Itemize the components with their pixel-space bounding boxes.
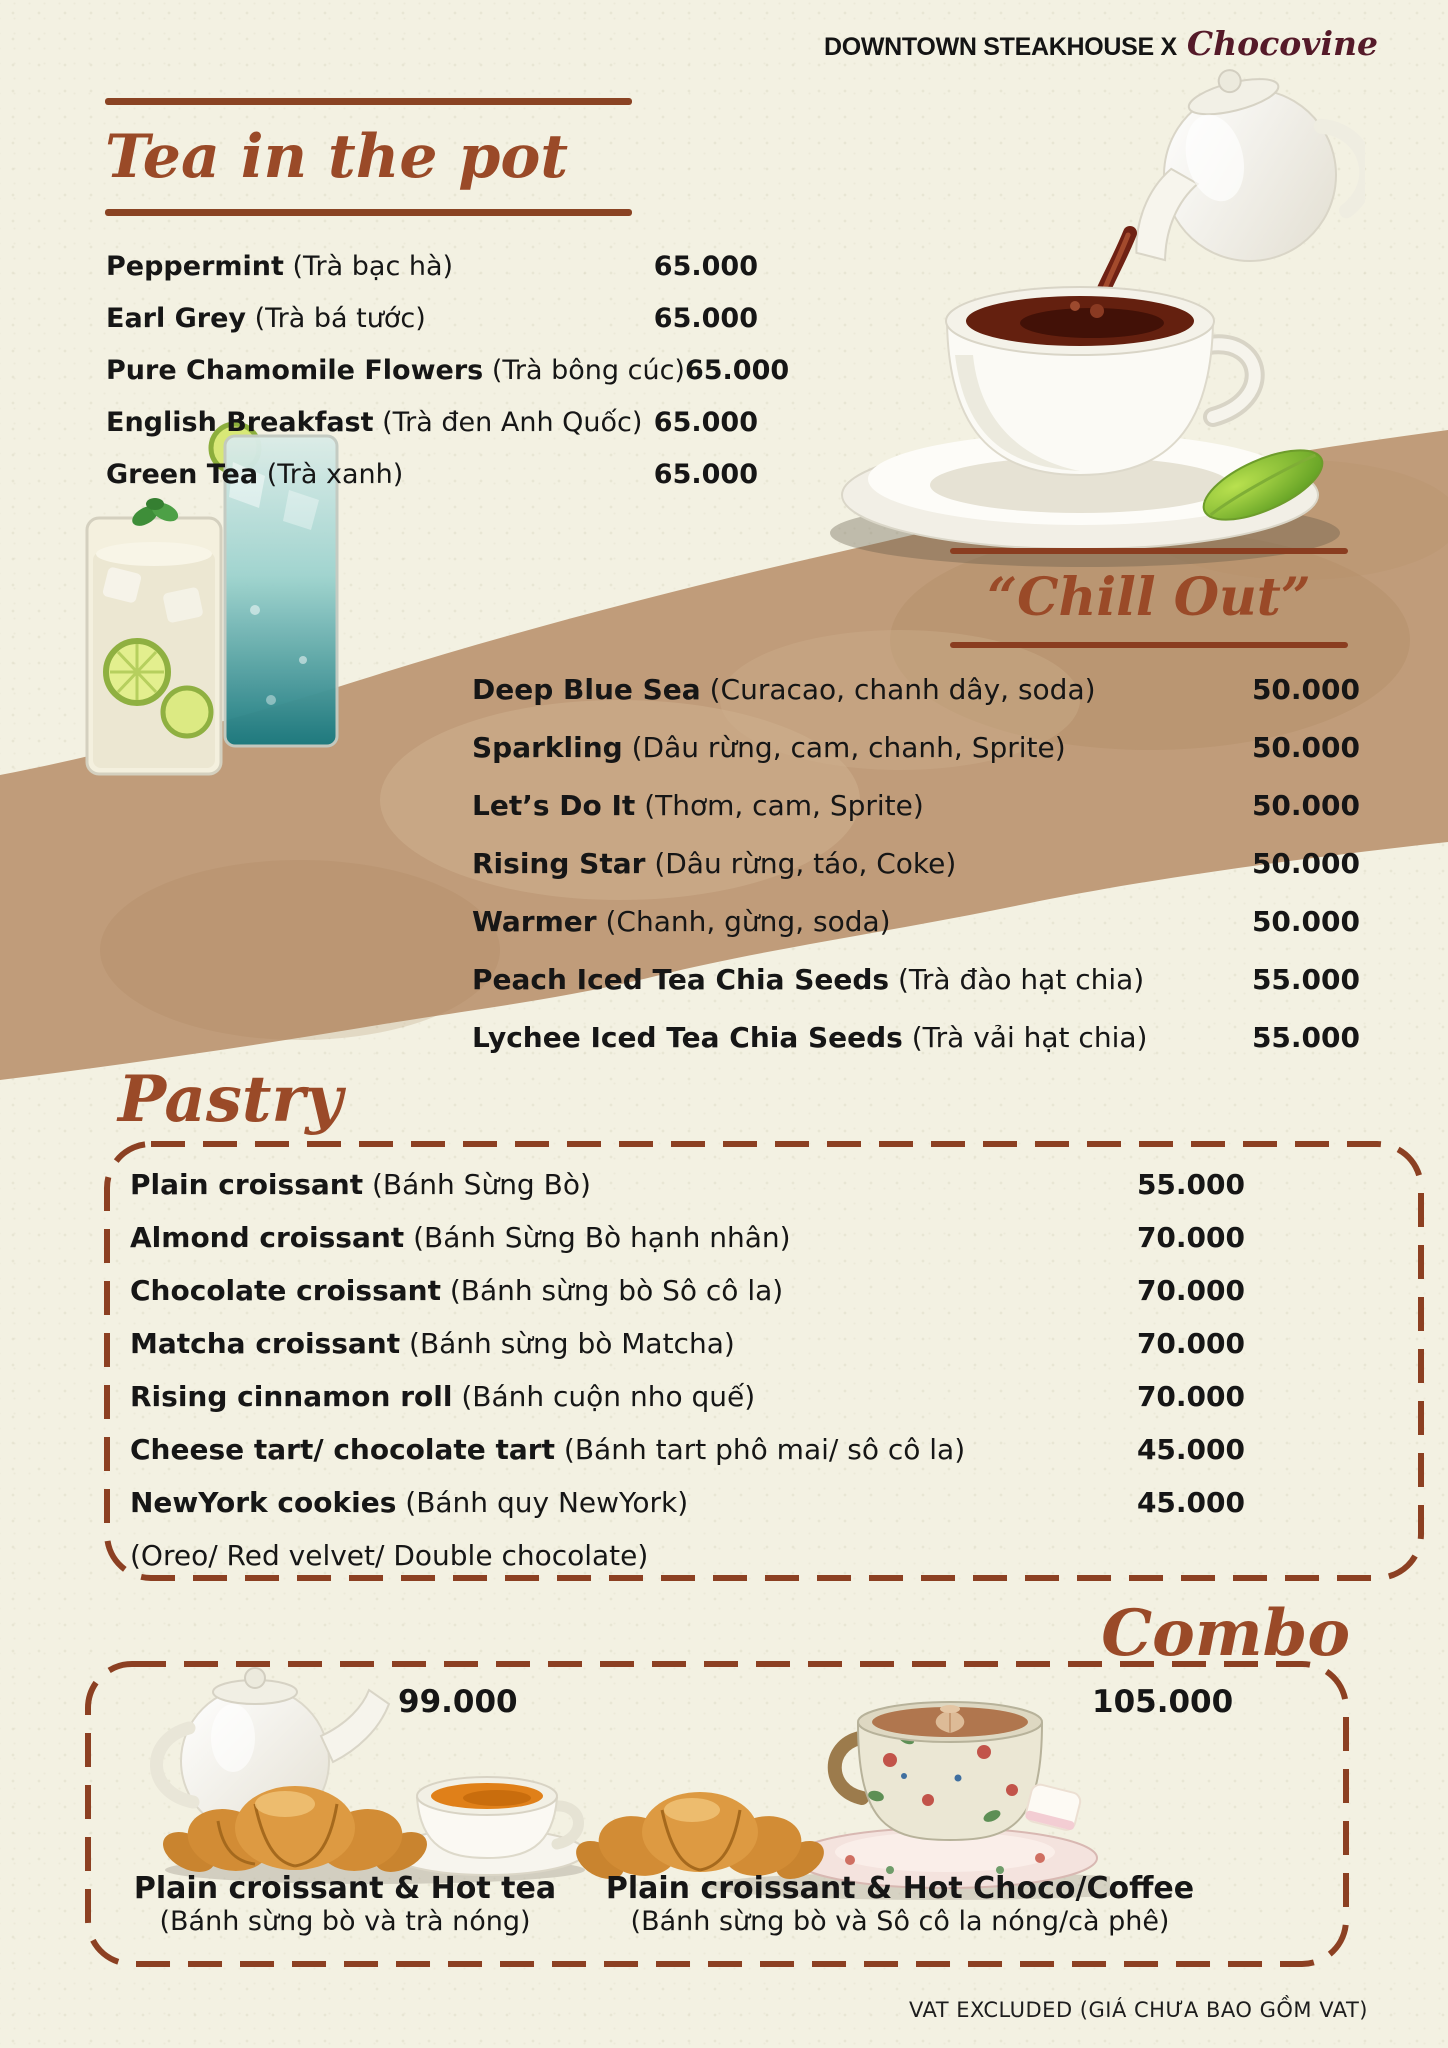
item-price: 50.000 [1251, 846, 1360, 880]
combo-price: 105.000 [1092, 1684, 1234, 1720]
menu-item [130, 1476, 1245, 1529]
lemonade-glass-icon [87, 498, 221, 774]
item-name: Chocolate croissant (Bánh sừng bò Sô cô la) [130, 1274, 784, 1307]
latte-mug-icon [835, 1702, 1042, 1840]
pastry-flavor-note: (Oreo/ Red velvet/ Double chocolate) [130, 1539, 649, 1572]
item-name: Earl Grey (Trà bá tước) [106, 302, 426, 334]
item-price: 70.000 [1136, 1221, 1245, 1254]
combo-caption [105, 1872, 585, 1937]
combo-desc: (Bánh sừng bò và Sô cô la nóng/cà phê) [630, 1906, 1170, 1937]
item-name: Pure Chamomile Flowers (Trà bông cúc) [106, 354, 685, 386]
item-name: Green Tea (Trà xanh) [106, 458, 404, 490]
item-name: Almond croissant (Bánh Sừng Bò hạnh nhân) [130, 1221, 791, 1254]
menu-item [106, 292, 758, 344]
pastry-section-header [118, 1050, 342, 1150]
item-price: 45.000 [1136, 1433, 1245, 1466]
item-price: 65.000 [653, 250, 758, 282]
marshmallow-icon [1024, 1783, 1082, 1832]
item-price: 55.000 [1136, 1168, 1245, 1201]
item-price: 65.000 [653, 302, 758, 334]
item-name: Cheese tart/ chocolate tart (Bánh tart phô mai/ sô cô la) [130, 1433, 966, 1466]
combo-section-title: Combo [1101, 1596, 1350, 1671]
item-name: Plain croissant (Bánh Sừng Bò) [130, 1168, 591, 1201]
item-price: 70.000 [1136, 1380, 1245, 1413]
item-price: 50.000 [1251, 730, 1360, 764]
menu-item [472, 1008, 1360, 1066]
item-price: 50.000 [1251, 904, 1360, 938]
menu-item [106, 396, 758, 448]
item-name: Warmer (Chanh, gừng, soda) [472, 904, 891, 938]
item-price: 50.000 [1251, 672, 1360, 706]
item-name: Lychee Iced Tea Chia Seeds (Trà vải hạt chia) [472, 1020, 1148, 1054]
item-name: NewYork cookies (Bánh quy NewYork) [130, 1486, 689, 1519]
item-name: Peppermint (Trà bạc hà) [106, 250, 454, 282]
menu-item [472, 950, 1360, 1008]
brand-steakhouse-label: DOWNTOWN STEAKHOUSE X [823, 33, 1177, 61]
chill-section-header [950, 548, 1348, 648]
rule [950, 642, 1348, 648]
chill-section-title: “Chill Out” [987, 567, 1311, 628]
menu-item [106, 240, 758, 292]
combo-section-header [898, 1584, 1350, 1684]
menu-item [130, 1317, 1245, 1370]
menu-item [472, 892, 1360, 950]
menu-item [106, 448, 758, 500]
tea-section-header [105, 98, 632, 216]
pastry-section-title: Pastry [118, 1062, 343, 1137]
item-name: Sparkling (Dâu rừng, cam, chanh, Sprite) [472, 730, 1066, 764]
tea-section-title: Tea in the pot [105, 122, 569, 192]
menu-item [130, 1264, 1245, 1317]
vat-note: VAT EXCLUDED (GIÁ CHƯA BAO GỒM VAT) [908, 1998, 1368, 2022]
item-name: Deep Blue Sea (Curacao, chanh dây, soda) [472, 672, 1096, 706]
menu-item [130, 1370, 1245, 1423]
menu-item [106, 344, 790, 396]
teapot-icon [1099, 55, 1365, 290]
item-price: 65.000 [653, 458, 758, 490]
croissant-hot-tea-photo [105, 1656, 595, 1891]
menu-item [472, 660, 1360, 718]
menu-item [472, 776, 1360, 834]
item-name: Let’s Do It (Thơm, cam, Sprite) [472, 788, 924, 822]
combo-desc: (Bánh sừng bò và trà nóng) [159, 1906, 531, 1937]
item-name: Rising Star (Dâu rừng, táo, Coke) [472, 846, 957, 880]
tea-pour-photo [795, 55, 1365, 575]
item-name: Rising cinnamon roll (Bánh cuộn nho quế) [130, 1380, 756, 1413]
combo-price: 99.000 [398, 1684, 518, 1720]
combo-caption [560, 1872, 1240, 1937]
item-price: 55.000 [1251, 962, 1360, 996]
combo-name: Plain croissant & Hot tea [133, 1871, 557, 1906]
item-price: 45.000 [1136, 1486, 1245, 1519]
menu-item [472, 834, 1360, 892]
item-price: 65.000 [653, 406, 758, 438]
pastry-item-list [130, 1158, 1245, 1582]
tea-item-list [106, 240, 790, 500]
item-price: 70.000 [1136, 1327, 1245, 1360]
item-price: 65.000 [684, 354, 790, 386]
chill-item-list [472, 660, 1360, 1066]
item-name: Matcha croissant (Bánh sừng bò Matcha) [130, 1327, 735, 1360]
brand-header [824, 24, 1378, 63]
menu-item [130, 1211, 1245, 1264]
menu-item [472, 718, 1360, 776]
combo-name: Plain croissant & Hot Choco/Coffee [605, 1871, 1195, 1906]
item-name: English Breakfast (Trà đen Anh Quốc) [106, 406, 643, 438]
item-name: Peach Iced Tea Chia Seeds (Trà đào hạt chia) [472, 962, 1145, 996]
item-price: 70.000 [1136, 1274, 1245, 1307]
rule [105, 209, 632, 216]
item-price: 50.000 [1251, 788, 1360, 822]
rule [105, 98, 632, 105]
menu-item [130, 1158, 1245, 1211]
brand-chocovine-label: Chocovine [1186, 24, 1378, 63]
menu-item [130, 1423, 1245, 1476]
item-price: 55.000 [1251, 1020, 1360, 1054]
